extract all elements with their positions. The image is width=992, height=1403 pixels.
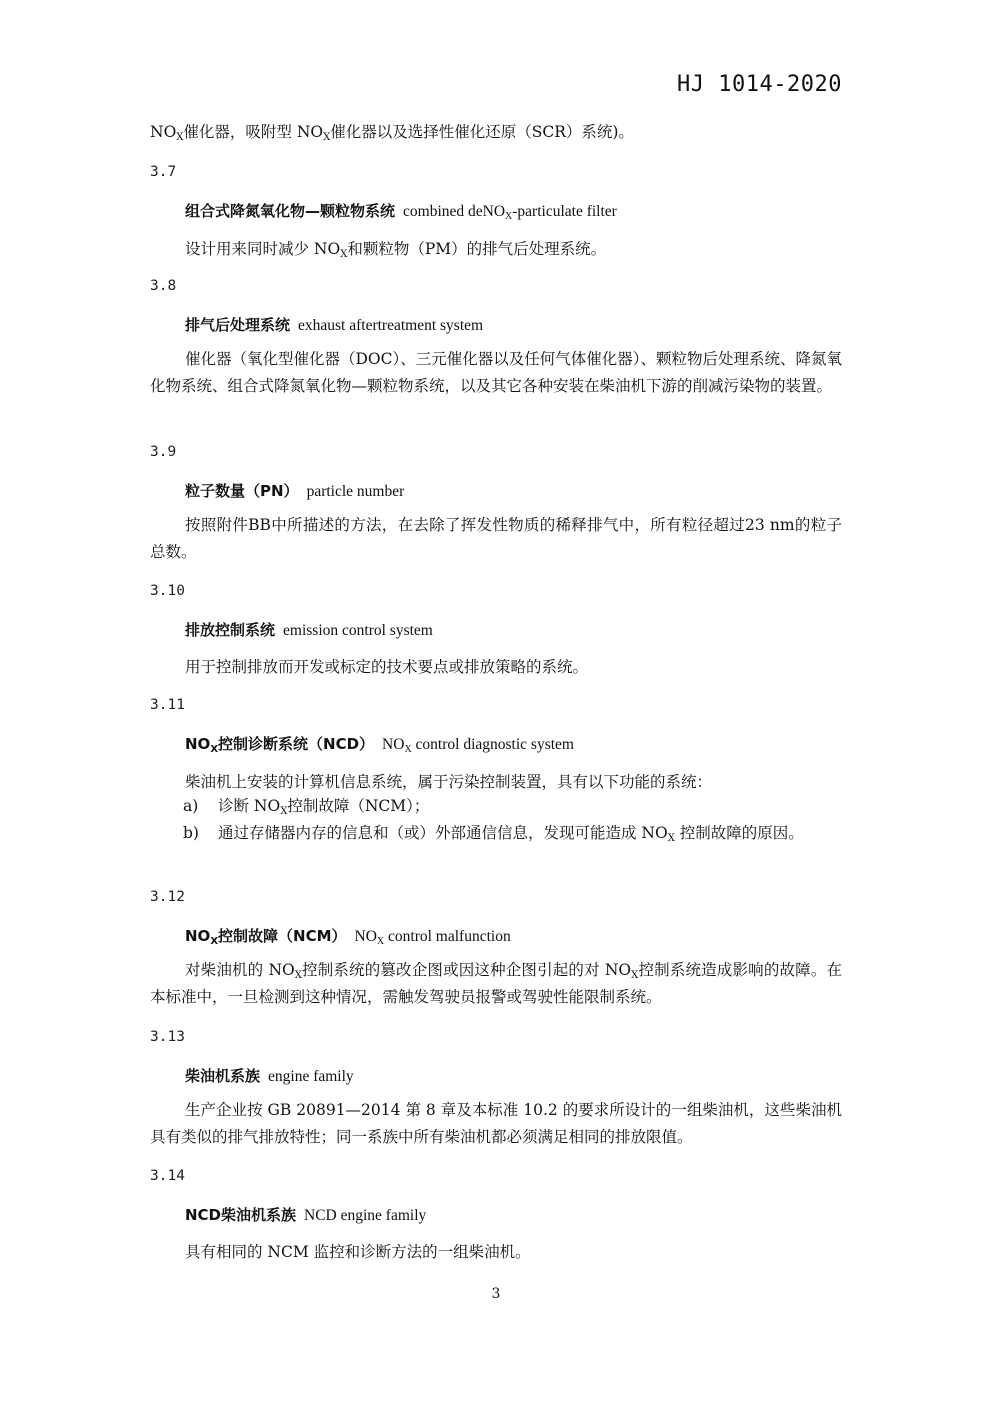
section-number: 3.7 [150,164,177,180]
term-definition: 催化器（氧化型催化器（DOC）、三元催化器以及任何气体催化器）、颗粒物后处理系统、降氮氧化物系统、组合式降氮氧化物—颗粒物系统，以及其它各种安装在柴油机下游的削减污染物的装置。 [150,350,842,395]
continuation-line: $NO_X$催化器，吸附型 $NO_X$催化器以及选择性催化还原（SCR）系统)。 [150,123,634,143]
document-code-header: HJ 1014-2020 [677,72,842,97]
list-item: b) 通过存储器内存的信息和（或）外部通信信息，发现可能造成 $NO_X$ 控制故障的原因。 [183,824,804,844]
term-heading: $NO_X$控制故障（NCM） $NO_X$ control malfunction [185,927,511,947]
term-heading: 组合式降氮氧化物—颗粒物系统 combined deNO$_X$-particulate filter [185,202,617,222]
section-number: 3.10 [150,583,185,599]
term-definition: 对柴油机的 $NO_X$控制系统的篡改企图或因这种企图引起的对 $NO_X$控制系统造成影响的故障。在本标准中，一旦检测到这种情况，需触发驾驶员报警或驾驶性能限制系统。 [150,961,843,1006]
term-definition: 柴油机上安装的计算机信息系统，属于污染控制装置，具有以下功能的系统： [185,773,713,791]
term-heading: 排气后处理系统 exhaust aftertreatment system [185,316,484,334]
term-heading: $NO_X$控制诊断系统（NCD） $NO_X$ control diagnostic system [185,735,574,755]
term-heading: 柴油机系族 engine family [185,1067,354,1085]
section-number: 3.11 [150,697,185,713]
term-definition: 用于控制排放而开发或标定的技术要点或排放策略的系统。 [185,658,589,676]
term-heading: 粒子数量（PN） particle number [185,482,405,500]
list-item: a) 诊断 $NO_X$控制故障（NCM）； [183,797,430,817]
term-definition: 按照附件BB中所描述的方法，在去除了挥发性物质的稀释排气中，所有粒径超过23 nm的粒子总数。 [150,516,842,561]
section-number: 3.13 [150,1029,185,1045]
term-definition: 设计用来同时减少 $NO_X$和颗粒物（PM）的排气后处理系统。 [185,240,607,260]
term-definition: 生产企业按 GB 20891—2014 第 8 章及本标准 10.2 的要求所设计的一组柴油机，这些柴油机具有类似的排气排放特性；同一系族中所有柴油机都必须满足相同的排放限值。 [150,1101,842,1146]
section-number: 3.8 [150,278,177,294]
page-number: 3 [491,1286,501,1302]
term-heading: 排放控制系统 emission control system [185,621,433,639]
term-definition: 具有相同的 NCM 监控和诊断方法的一组柴油机。 [185,1243,531,1261]
section-number: 3.14 [150,1168,185,1184]
term-heading: NCD柴油机系族 NCD engine family [185,1206,427,1224]
section-number: 3.9 [150,444,177,460]
section-number: 3.12 [150,889,185,905]
